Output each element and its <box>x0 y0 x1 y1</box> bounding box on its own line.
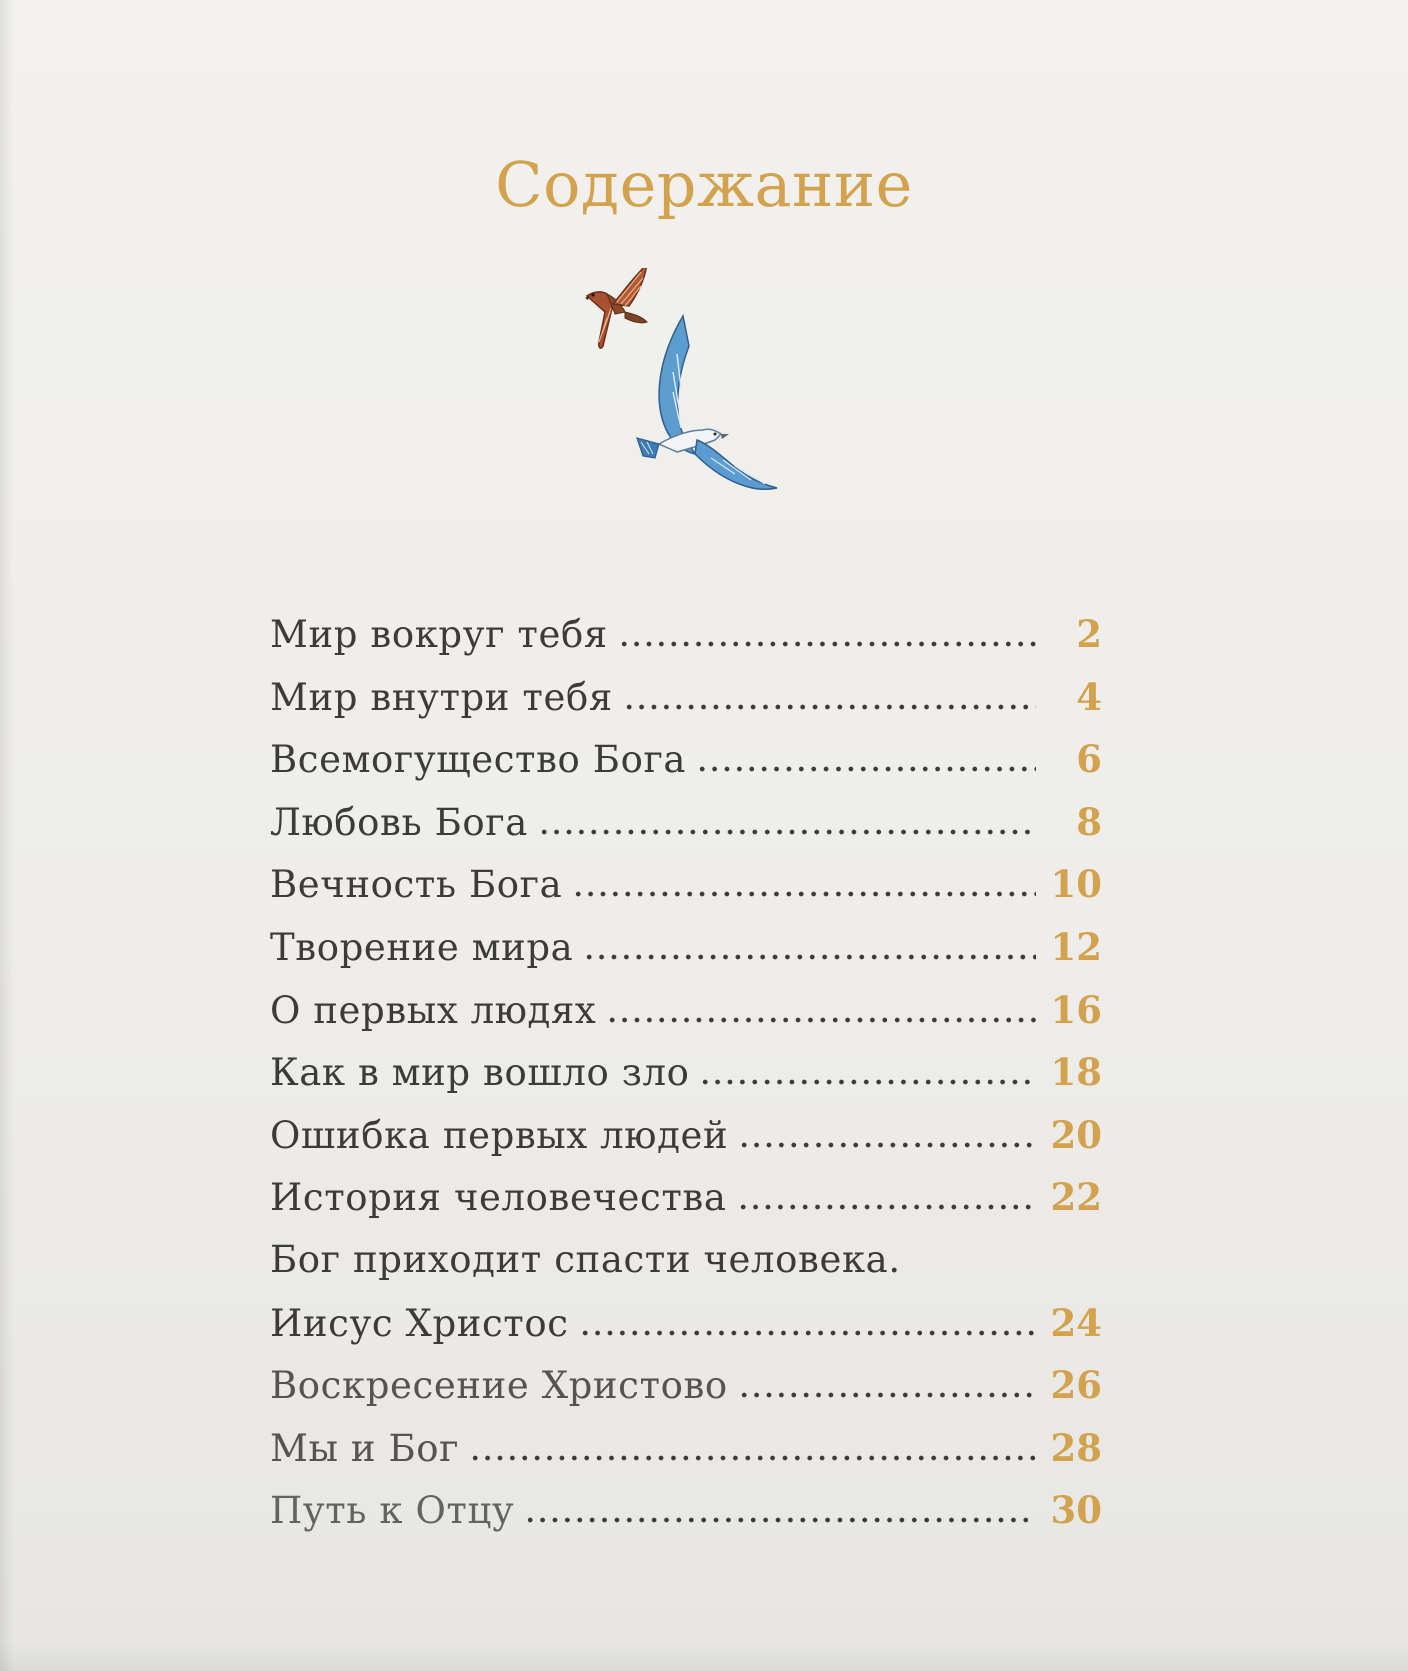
toc-entry[interactable] <box>270 675 1102 738</box>
toc-entry[interactable] <box>270 1426 1102 1489</box>
toc-leader-dots <box>606 1017 1036 1023</box>
toc-entry-page: 22 <box>1050 1175 1102 1220</box>
toc-entry-page: 24 <box>1050 1300 1102 1345</box>
toc-leader-dots <box>538 829 1036 835</box>
toc-entry-title: История человечества <box>270 1176 727 1220</box>
toc-entry-page: 16 <box>1050 987 1102 1032</box>
toc-entry-title: О первых людях <box>270 988 597 1032</box>
toc-leader-dots <box>583 954 1036 960</box>
toc-entry-page: 20 <box>1050 1112 1102 1157</box>
toc-leader-dots <box>737 1204 1037 1210</box>
toc-entry-page: 6 <box>1076 737 1102 782</box>
toc-entry-page: 30 <box>1050 1488 1102 1533</box>
toc-entry[interactable] <box>270 1175 1102 1238</box>
page-bottom-shade <box>0 1641 1408 1671</box>
toc-leader-dots <box>618 641 1036 647</box>
toc-entry[interactable] <box>270 737 1102 800</box>
toc-entry[interactable] <box>270 988 1102 1051</box>
toc-leader-dots <box>699 1079 1036 1085</box>
page-edge-shadow <box>0 0 14 1671</box>
toc-entry-page: 12 <box>1050 924 1102 969</box>
toc-entry-heading-line[interactable] <box>270 1238 1102 1301</box>
toc-entry-title: Всемогущество Бога <box>270 738 687 782</box>
toc-entry-page: 18 <box>1050 1050 1102 1095</box>
toc-entry-title: Ошибка первых людей <box>270 1113 729 1157</box>
toc-entry-page: 2 <box>1076 612 1102 656</box>
toc-leader-dots <box>579 1330 1036 1336</box>
toc-entry[interactable] <box>270 1488 1102 1551</box>
toc-leader-dots <box>738 1142 1036 1148</box>
table-of-contents <box>270 612 1102 1551</box>
toc-entry[interactable] <box>270 862 1102 925</box>
toc-entry[interactable] <box>270 1050 1102 1113</box>
toc-entry[interactable] <box>270 1113 1102 1176</box>
toc-entry-page: 8 <box>1076 799 1102 844</box>
toc-entry-page: 28 <box>1050 1425 1102 1470</box>
toc-entry-title: Иисус Христос <box>270 1301 569 1345</box>
page-title: Содержание <box>495 148 913 221</box>
toc-entry-title: Любовь Бога <box>270 800 528 844</box>
birds-illustration <box>585 268 825 538</box>
toc-entry-title: Бог приходит спасти человека. <box>270 1237 901 1281</box>
toc-entry-title: Как в мир вошло зло <box>270 1051 690 1095</box>
toc-entry[interactable] <box>270 1363 1102 1426</box>
toc-entry-title: Вечность Бога <box>270 863 563 907</box>
toc-entry[interactable] <box>270 925 1102 988</box>
toc-entry-title: Мир внутри тебя <box>270 675 613 719</box>
toc-entry-page: 4 <box>1076 674 1102 719</box>
toc-entry-title: Мир вокруг тебя <box>270 613 608 656</box>
toc-entry-title: Мы и Бог <box>270 1426 460 1470</box>
toc-leader-dots <box>524 1517 1036 1523</box>
toc-leader-dots <box>623 704 1036 710</box>
toc-leader-dots <box>469 1455 1036 1461</box>
toc-leader-dots <box>738 1392 1036 1398</box>
toc-leader-dots <box>572 891 1036 897</box>
toc-entry[interactable] <box>270 800 1102 863</box>
toc-entry[interactable] <box>270 612 1102 675</box>
toc-entry-title: Воскресение Христово <box>270 1364 728 1408</box>
toc-entry-title: Творение мира <box>270 925 574 969</box>
toc-entry-title: Путь к Отцу <box>270 1489 515 1533</box>
toc-leader-dots <box>696 766 1036 772</box>
toc-entry-page: 26 <box>1050 1363 1102 1408</box>
toc-entry[interactable] <box>270 1301 1102 1364</box>
toc-entry-page: 10 <box>1050 862 1102 907</box>
seagull-icon <box>637 316 777 489</box>
sparrow-icon <box>585 268 647 348</box>
